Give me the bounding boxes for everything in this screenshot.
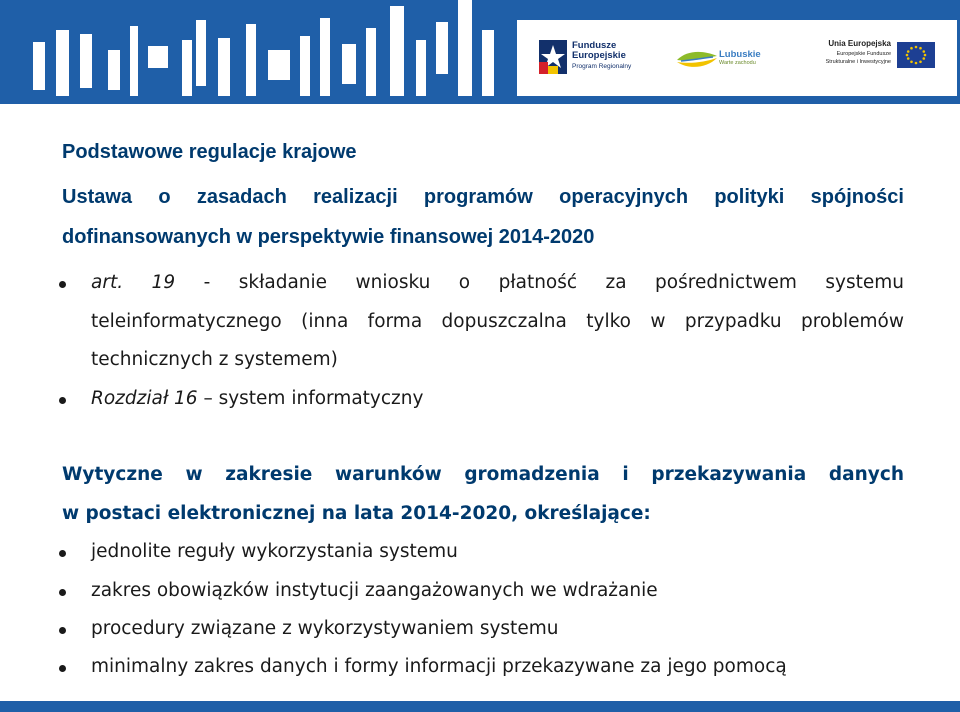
decor-block	[390, 6, 404, 96]
fundusze-europejskie-logo	[539, 38, 669, 78]
decor-block	[148, 46, 168, 68]
bullet-dot	[58, 626, 68, 636]
decor-block	[108, 50, 120, 90]
header-banner	[0, 0, 960, 104]
act-title-line1: Ustawa o zasadach realizacji programów operacyjnych polityki spójności	[62, 186, 904, 208]
bullet-art19-line3: technicznych z systemem)	[91, 349, 338, 370]
eu-line2: Europejskie Fundusze	[836, 51, 891, 57]
bullet-art19-line2: teleinformatycznego (inna forma dopuszczalna tylko w przypadku problemów	[91, 311, 904, 332]
fe-line3: Program Regionalny	[572, 63, 632, 70]
act-title-line2: dofinansowanych w perspektywie finansowej 2014-2020	[62, 226, 595, 248]
bullet-dot	[58, 588, 68, 598]
bullet-dot	[58, 280, 68, 290]
eu-line3: Strukturalne i Inwestycyjne	[825, 59, 891, 65]
bullet-dot	[58, 396, 68, 406]
footer-bar	[0, 701, 960, 712]
lubuskie-line2: Warte zachodu	[719, 60, 756, 66]
decor-block	[218, 38, 230, 96]
lubuskie-leaf-icon	[675, 48, 719, 70]
guideline-item-4: minimalny zakres danych i formy informacji przekazywane za jego pomocą	[91, 656, 787, 677]
section1-title: Podstawowe regulacje krajowe	[62, 141, 357, 163]
rozdzial16-ref: Rozdział 16	[91, 388, 198, 409]
decor-block	[416, 40, 426, 96]
decor-block	[268, 50, 290, 80]
bullet-art19-line1	[91, 272, 904, 293]
bullet-dot	[58, 549, 68, 559]
guidelines-title-line2: w postaci elektronicznej na lata 2014-2020, określające:	[62, 503, 651, 524]
decor-block	[196, 20, 206, 86]
rozdzial16-desc: – system informatyczny	[203, 388, 424, 409]
bullet-rozdzial16	[91, 388, 423, 409]
decor-block	[56, 30, 69, 96]
guideline-item-2: zakres obowiązków instytucji zaangażowanych we wdrażanie	[91, 580, 658, 601]
decor-block	[458, 0, 472, 96]
decor-block	[246, 24, 256, 96]
decor-block	[482, 30, 494, 96]
guideline-item-1: jednolite reguły wykorzystania systemu	[91, 541, 458, 562]
decor-block	[320, 18, 330, 96]
decor-block	[342, 44, 356, 84]
fe-line2: Europejskie	[572, 50, 626, 61]
art19-ref: art. 19	[91, 272, 176, 293]
eu-line1: Unia Europejska	[828, 39, 891, 48]
bullet-dot	[58, 664, 68, 674]
decor-block	[80, 34, 92, 88]
art19-desc: - składanie wniosku o płatność za pośrednictwem systemu	[203, 272, 904, 293]
eu-flag-icon	[897, 42, 935, 68]
decor-block	[130, 26, 138, 96]
decor-block	[300, 36, 310, 96]
guideline-item-3: procedury związane z wykorzystywaniem systemu	[91, 618, 559, 639]
guidelines-title-line1: Wytyczne w zakresie warunków gromadzenia i przekazywania danych	[62, 464, 904, 485]
decor-block	[366, 28, 376, 96]
lubuskie-line1: Lubuskie	[719, 49, 761, 60]
decor-block	[436, 22, 448, 74]
unia-europejska-logo	[813, 38, 953, 78]
logo-strip	[517, 20, 957, 96]
decor-block	[182, 40, 192, 96]
fe-star-icon	[539, 40, 567, 74]
fe-line1: Fundusze	[572, 40, 617, 51]
lubuskie-logo	[675, 42, 765, 78]
decor-block	[33, 42, 45, 90]
